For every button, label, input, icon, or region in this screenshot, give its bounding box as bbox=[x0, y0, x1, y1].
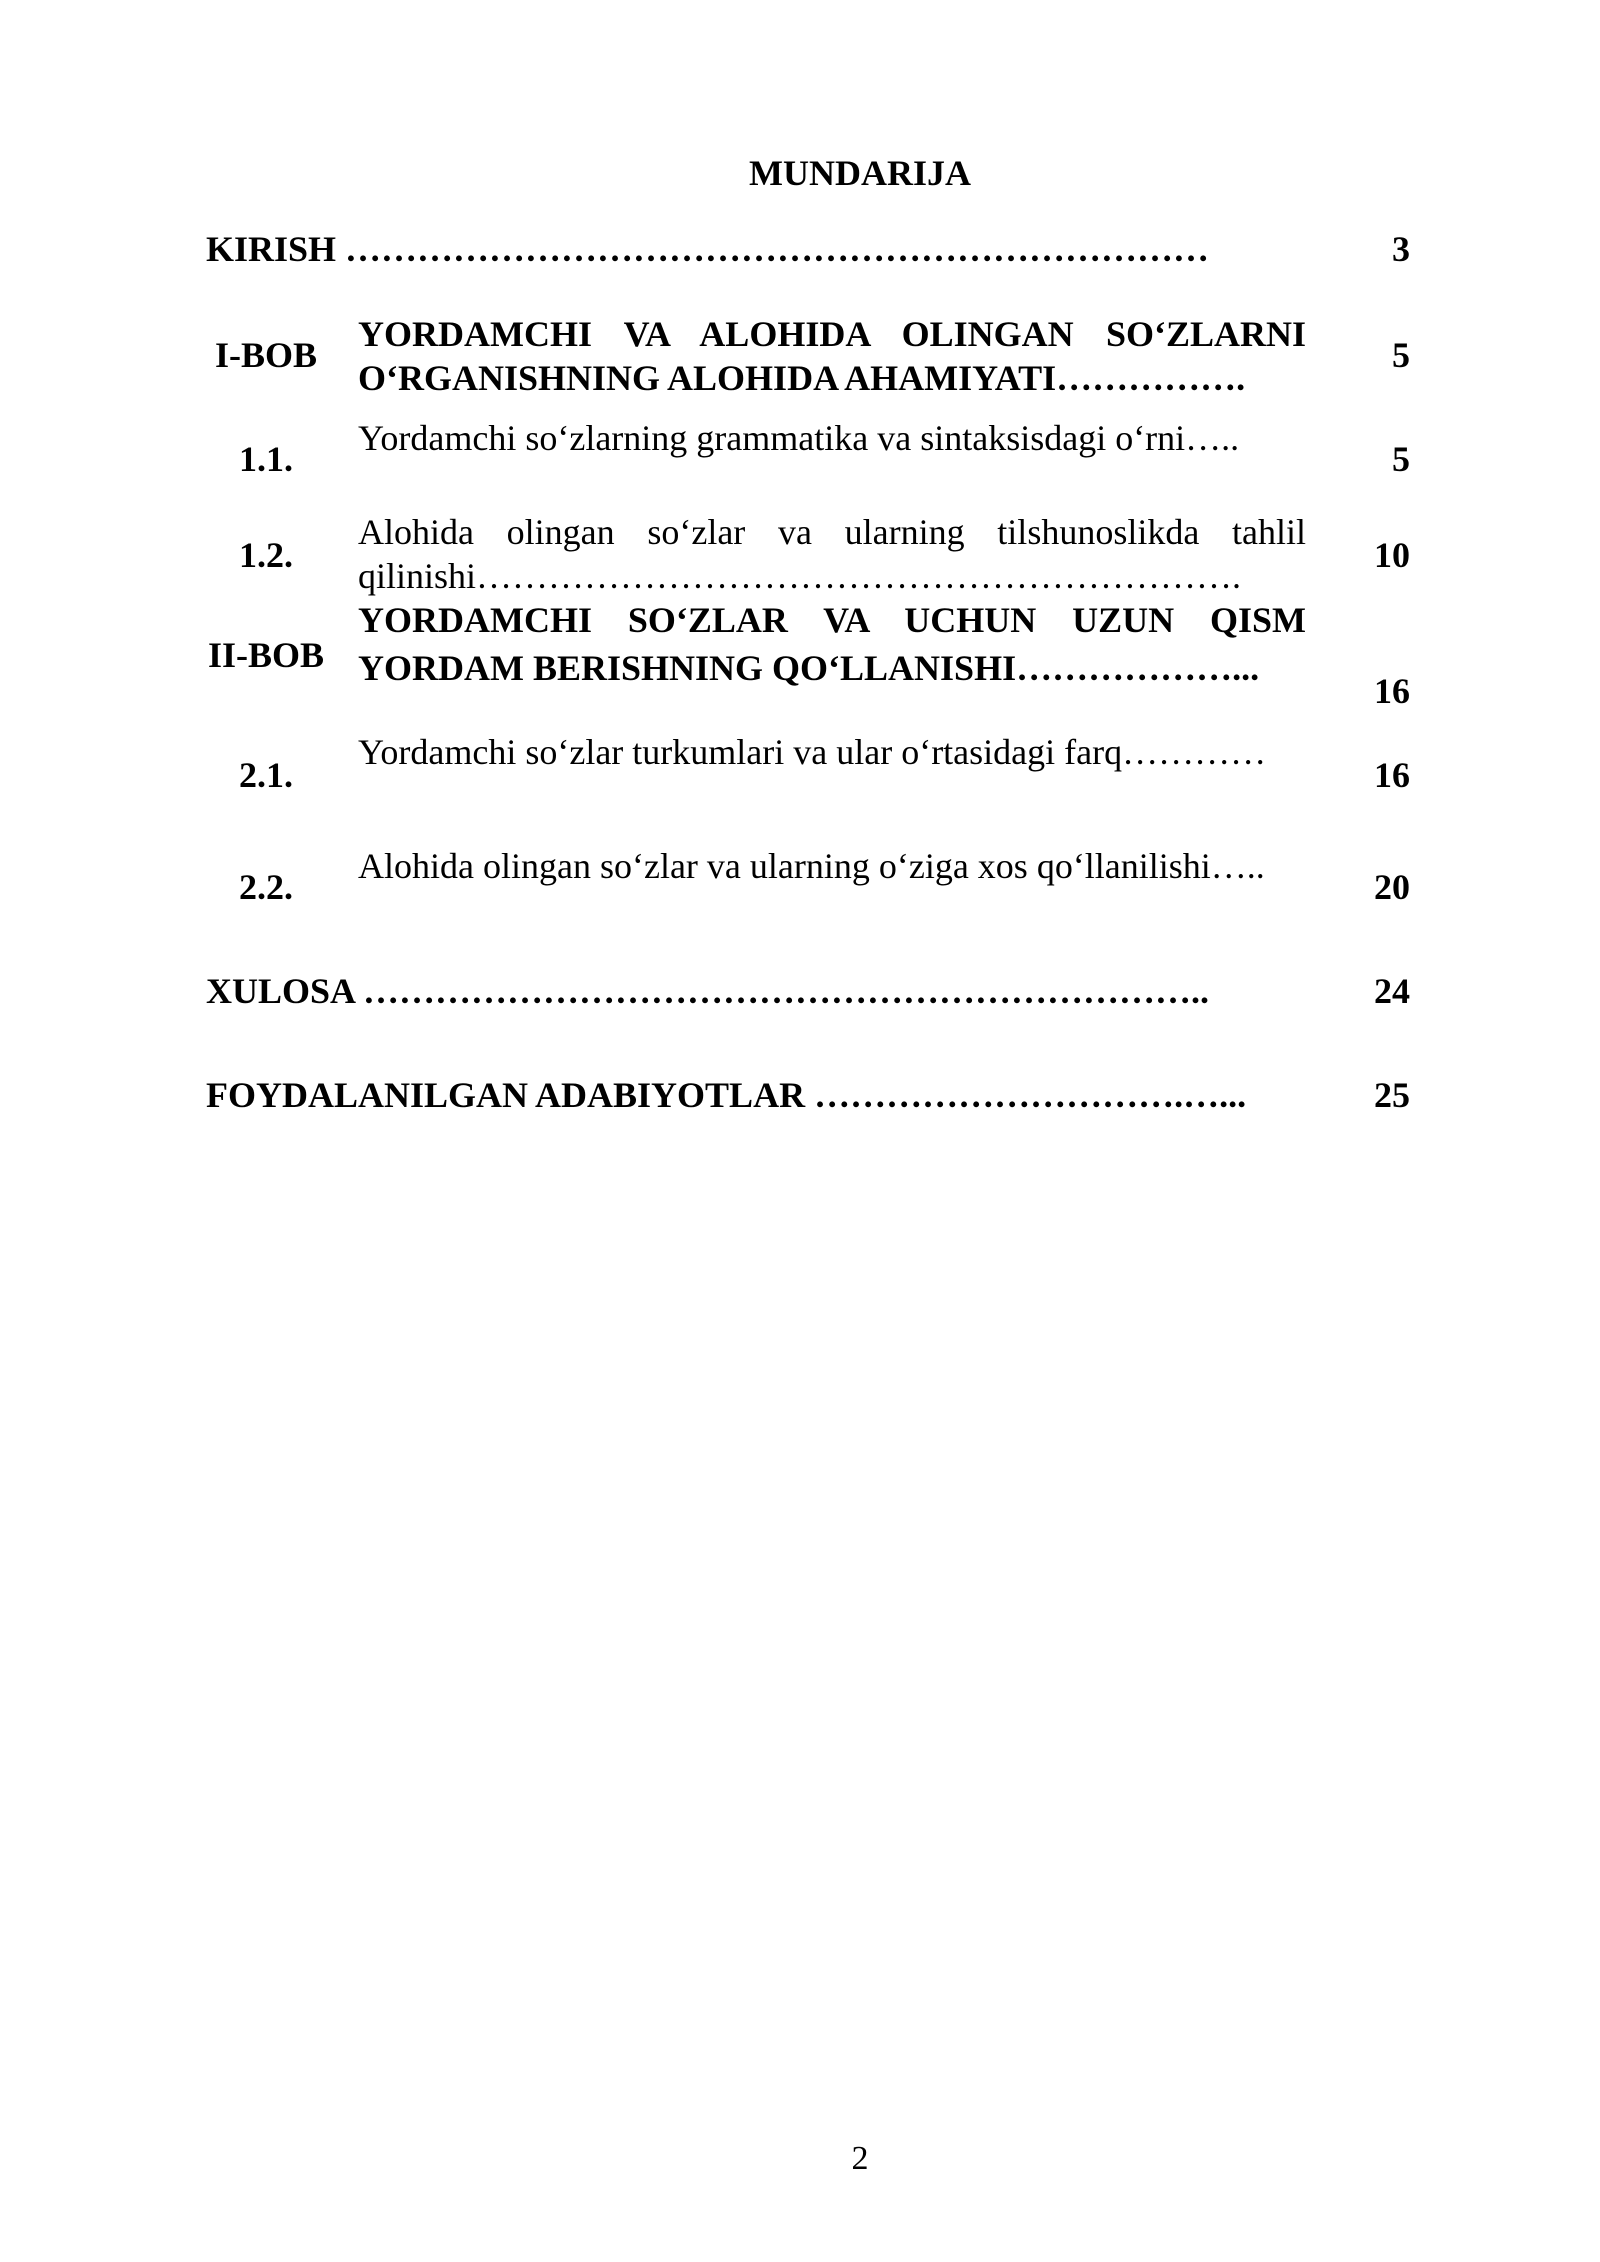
toc-entry-section-1-1[interactable]: Yordamchi so‘zlarning grammatika va sintaksisdagi o‘rni….. bbox=[358, 418, 1240, 458]
toc-entry-chapter-2[interactable]: YORDAMCHI SO‘ZLAR VA UCHUN UZUN QISM YORDAM BERISHNING QO‘LLANISHI………………... bbox=[358, 600, 1306, 688]
toc-label: KIRISH bbox=[206, 229, 337, 269]
toc-page-number: 25 bbox=[1374, 1075, 1410, 1115]
toc-section-label: 1.1. bbox=[239, 439, 293, 479]
toc-entry-section-2-1[interactable]: Yordamchi so‘zlar turkumlari va ular o‘rtasidagi farq………… bbox=[358, 732, 1267, 772]
toc-page-number: 5 bbox=[1392, 439, 1410, 479]
toc-entry-kirish[interactable] bbox=[206, 228, 1209, 270]
toc-section-label: 2.2. bbox=[239, 867, 293, 907]
toc-page-number: 10 bbox=[1374, 535, 1410, 575]
toc-page-number: 3 bbox=[1392, 229, 1410, 269]
toc-label: XULOSA bbox=[206, 971, 355, 1011]
page-number: 2 bbox=[851, 2140, 869, 2177]
toc-section-label: 2.1. bbox=[239, 755, 293, 795]
toc-label: FOYDALANILGAN ADABIYOTLAR bbox=[206, 1075, 806, 1115]
toc-entry-bibliography[interactable] bbox=[206, 1074, 1246, 1116]
toc-leader: ………………………….…... bbox=[814, 1075, 1247, 1115]
toc-entry-xulosa[interactable] bbox=[206, 970, 1209, 1012]
toc-entry-section-1-2[interactable]: Alohida olingan so‘zlar va ularning tilshunoslikda tahlil qilinishi………………………………………………………. bbox=[358, 512, 1306, 596]
toc-page-number: 24 bbox=[1374, 971, 1410, 1011]
page-title: MUNDARIJA bbox=[749, 153, 971, 193]
toc-chapter-label: II-BOB bbox=[207, 635, 325, 675]
toc-chapter-label: I-BOB bbox=[214, 335, 318, 375]
toc-page-number: 16 bbox=[1374, 671, 1410, 711]
toc-page-number: 16 bbox=[1374, 755, 1410, 795]
toc-page-number: 20 bbox=[1374, 867, 1410, 907]
toc-entry-section-2-2[interactable]: Alohida olingan so‘zlar va ularning o‘ziga xos qo‘llanilishi….. bbox=[358, 846, 1265, 886]
toc-section-label: 1.2. bbox=[239, 535, 293, 575]
toc-page-number: 5 bbox=[1392, 335, 1410, 375]
toc-leader: ……………………………………………………………… bbox=[345, 229, 1210, 269]
toc-leader: …………………………………………………………….. bbox=[363, 971, 1210, 1011]
toc-entry-chapter-1[interactable]: YORDAMCHI VA ALOHIDA OLINGAN SO‘ZLARNI O‘RGANISHNING ALOHIDA AHAMIYATI……………. bbox=[358, 314, 1306, 398]
